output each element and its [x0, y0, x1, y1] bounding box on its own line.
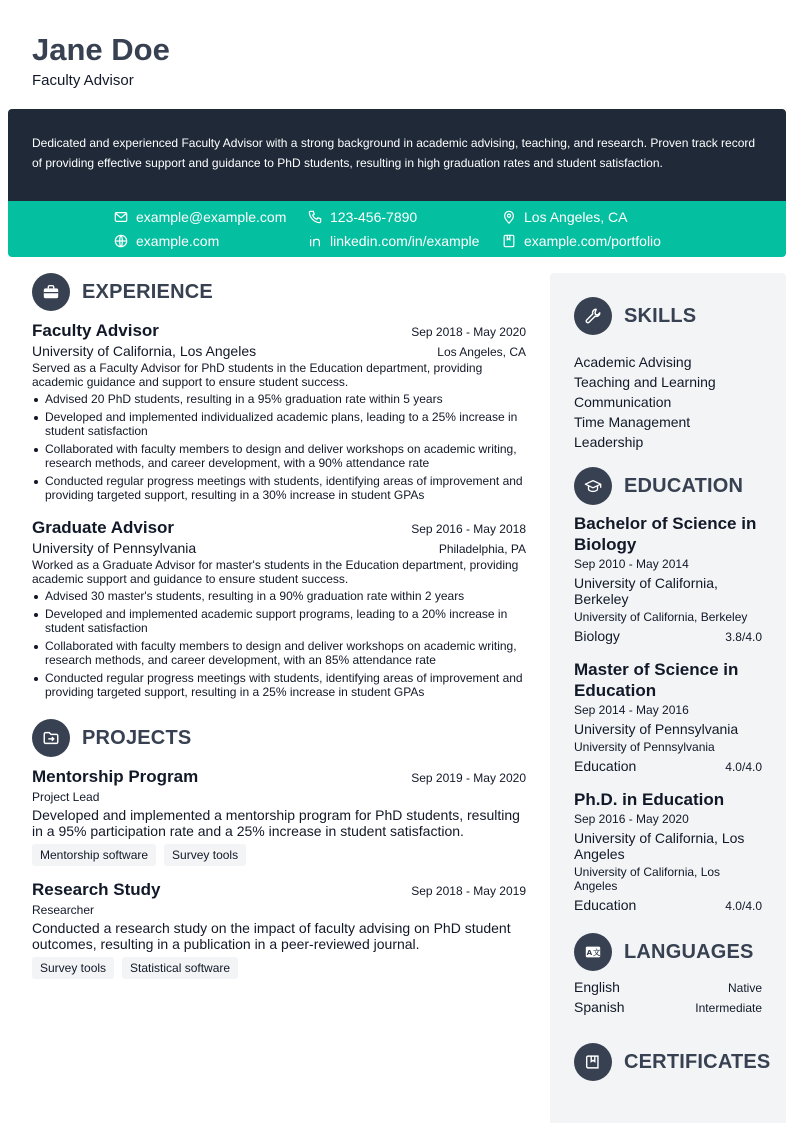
experience-entry: [32, 518, 526, 699]
experience-entry: [32, 321, 526, 502]
degree-university-secondary: University of California, Berkeley: [574, 610, 748, 624]
degree-gpa: 4.0/4.0: [725, 899, 762, 913]
achievement-item: Developed and implemented academic support programs, leading to a 20% increase in student satisfaction: [32, 607, 526, 635]
degree-date: Sep 2016 - May 2020: [574, 812, 689, 826]
phone-icon: [308, 210, 322, 224]
achievement-item: Collaborated with faculty members to design and deliver workshops on academic writing, research methods, and career development, with an 85% attendance rate: [32, 639, 526, 667]
degree-field: Education: [574, 758, 637, 774]
certificates-heading: CERTIFICATES: [624, 1050, 771, 1073]
contact-phone-text: 123-456-7890: [330, 209, 418, 225]
tag: Survey tools: [164, 844, 246, 866]
skills-section-header: [574, 297, 762, 335]
experience-section-header: [32, 273, 526, 311]
contact-location-text: Los Angeles, CA: [524, 209, 628, 225]
sidebar: [550, 273, 786, 1123]
degree-university: University of California, Los Angeles: [574, 830, 745, 862]
achievement-item: Advised 20 PhD students, resulting in a 95% graduation rate within 5 years: [32, 392, 526, 406]
candidate-name: Jane Doe: [32, 32, 170, 67]
language-name: Spanish: [574, 999, 625, 1015]
contact-linkedin-text: linkedin.com/in/example: [330, 233, 480, 249]
summary-text: Dedicated and experienced Faculty Advisor with a strong background in academic advising, teaching, and research. Proven track record of providing effective support and guidance to PhD students, resulting in high graduation rates and student satisfaction.: [8, 109, 786, 201]
svg-text:文: 文: [592, 948, 601, 958]
degree-field: Biology: [574, 628, 620, 644]
svg-text:A: A: [586, 948, 593, 958]
folder-icon: [32, 719, 70, 757]
language-level: Native: [727, 981, 762, 995]
project-title: Research Study: [32, 880, 161, 899]
certificate-book-icon: [574, 1043, 612, 1081]
degree-university-secondary: University of California, Los Angeles: [574, 865, 721, 893]
degree-gpa: 3.8/4.0: [725, 630, 762, 644]
job-title: Graduate Advisor: [32, 518, 175, 537]
languages-list: [574, 979, 762, 1019]
tag: Mentorship software: [32, 844, 156, 866]
skills-list: [574, 352, 762, 452]
graduation-cap-icon: [574, 467, 612, 505]
project-tags: [32, 844, 526, 866]
language-item: [574, 999, 762, 1019]
degree-title: Bachelor of Science in Biology: [574, 514, 757, 554]
degree-university: University of California, Berkeley: [574, 575, 718, 607]
education-heading: EDUCATION: [624, 474, 744, 497]
skill-item: Academic Advising: [574, 354, 692, 370]
certificates-section-header: [574, 1043, 771, 1081]
experience-heading: EXPERIENCE: [82, 280, 213, 303]
resume-header: [32, 30, 170, 89]
contact-portfolio-text: example.com/portfolio: [524, 233, 661, 249]
job-date: Sep 2018 - May 2020: [411, 325, 526, 339]
projects-heading: PROJECTS: [82, 726, 192, 749]
job-achievements: [32, 589, 526, 699]
contact-portfolio[interactable]: [502, 233, 661, 249]
main-column: [32, 273, 526, 979]
job-description: Worked as a Graduate Advisor for master's students in the Education department, providing academic support and guidance to ensure student success.: [32, 558, 519, 586]
job-achievements: [32, 392, 526, 502]
degree-university-secondary: University of Pennsylvania: [574, 740, 715, 754]
contact-email[interactable]: [114, 209, 286, 225]
project-description: Conducted a research study on the impact of faculty advising on PhD student outcomes, resulting in a publication in a peer-reviewed journal.: [32, 920, 511, 952]
achievement-item: Conducted regular progress meetings with students, identifying areas of improvement and providing targeted support, resulting in a 25% increase in student GPAs: [32, 671, 526, 699]
languages-section-header: [574, 933, 762, 971]
degree-university: University of Pennsylvania: [574, 721, 739, 737]
contact-website[interactable]: [114, 233, 219, 249]
contact-website-text: example.com: [136, 233, 220, 249]
skill-item: Teaching and Learning: [574, 374, 716, 390]
achievement-item: Developed and implemented individualized academic plans, leading to a 25% increase in student satisfaction: [32, 410, 526, 438]
project-title: Mentorship Program: [32, 767, 199, 786]
language-item: [574, 979, 762, 999]
map-pin-icon: [502, 210, 516, 224]
job-location: Los Angeles, CA: [437, 345, 526, 359]
summary-banner: [8, 109, 786, 257]
tag: Statistical software: [122, 957, 238, 979]
project-entry: [32, 767, 526, 866]
job-description: Served as a Faculty Advisor for PhD students in the Education department, providing academic guidance and support to ensure student success.: [32, 361, 483, 389]
skill-item: Time Management: [574, 414, 691, 430]
education-entry: [574, 659, 762, 774]
language-name: English: [574, 979, 620, 995]
achievement-item: Advised 30 master's students, resulting in a 90% graduation rate within 2 years: [32, 589, 526, 603]
education-entry: [574, 513, 762, 644]
project-date: Sep 2018 - May 2019: [411, 884, 526, 898]
contact-location: [502, 209, 628, 225]
languages-heading: LANGUAGES: [624, 940, 754, 963]
skills-heading: SKILLS: [624, 304, 697, 327]
job-organization: University of California, Los Angeles: [32, 343, 257, 359]
degree-title: Ph.D. in Education: [574, 790, 725, 809]
degree-field: Education: [574, 897, 637, 913]
contact-linkedin[interactable]: [308, 233, 479, 249]
linkedin-icon: [308, 234, 322, 248]
achievement-item: Collaborated with faculty members to design and deliver workshops on academic writing, research methods, and career development, with a 90% attendance rate: [32, 442, 526, 470]
contact-email-text: example@example.com: [136, 209, 287, 225]
education-entry: [574, 789, 762, 913]
translate-icon: [574, 933, 612, 971]
skill-item: Leadership: [574, 434, 644, 450]
project-tags: [32, 957, 526, 979]
candidate-title: Faculty Advisor: [32, 72, 134, 89]
contact-bar: [8, 201, 786, 257]
project-description: Developed and implemented a mentorship program for PhD students, resulting in a 95% participation rate and a 25% increase in student satisfaction.: [32, 807, 520, 839]
job-organization: University of Pennsylvania: [32, 540, 197, 556]
briefcase-icon: [32, 273, 70, 311]
language-level: Intermediate: [695, 1001, 762, 1015]
job-date: Sep 2016 - May 2018: [411, 522, 526, 536]
portfolio-icon: [502, 234, 516, 248]
skill-item: Communication: [574, 394, 672, 410]
contact-phone[interactable]: [308, 209, 417, 225]
tag: Survey tools: [32, 957, 114, 979]
wrench-icon: [574, 297, 612, 335]
project-entry: [32, 880, 526, 979]
degree-date: Sep 2014 - May 2016: [574, 703, 689, 717]
degree-gpa: 4.0/4.0: [725, 760, 762, 774]
project-role: Researcher: [32, 903, 95, 917]
degree-title: Master of Science in Education: [574, 660, 739, 700]
education-section-header: [574, 467, 762, 505]
job-location: Philadelphia, PA: [438, 542, 526, 556]
job-title: Faculty Advisor: [32, 321, 159, 340]
globe-icon: [114, 234, 128, 248]
projects-section-header: [32, 719, 526, 757]
project-date: Sep 2019 - May 2020: [411, 771, 526, 785]
degree-date: Sep 2010 - May 2014: [574, 557, 689, 571]
achievement-item: Conducted regular progress meetings with students, identifying areas of improvement and providing targeted support, resulting in a 30% increase in student GPAs: [32, 474, 526, 502]
email-icon: [114, 210, 128, 224]
project-role: Project Lead: [32, 790, 100, 804]
